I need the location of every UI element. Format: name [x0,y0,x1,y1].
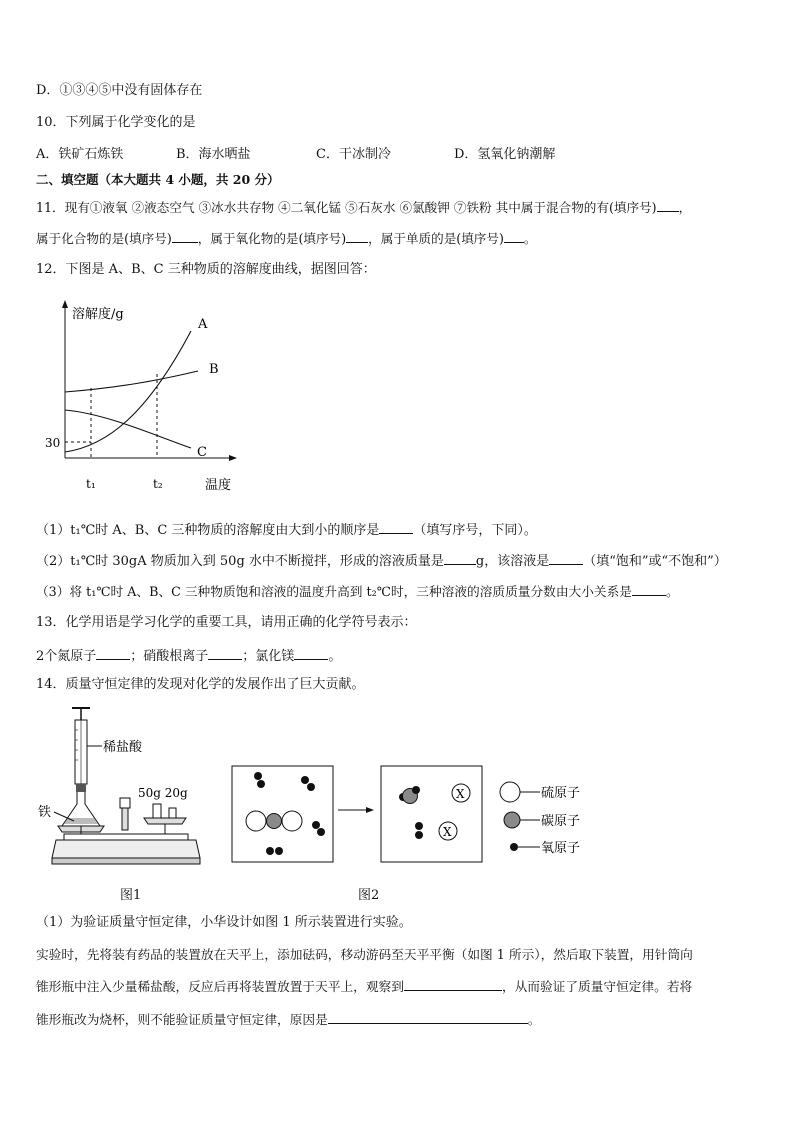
q12-sub1-text: （1）t₁℃时 A、B、C 三种物质的溶解度由大到小的顺序是 [36,523,380,538]
q14-blank-observe[interactable] [404,977,502,991]
weight-20g [169,808,176,818]
oxygen-atom [301,776,309,784]
oxygen-atom [312,821,320,829]
cross-mark: X [443,825,452,839]
x-tick-t1: t₁ [86,477,96,491]
acid-label: 稀盐酸 [103,740,143,755]
q11-line2 [36,229,536,248]
figure1-balance [36,700,206,870]
q12-blank-3[interactable] [632,582,666,596]
q11-oxide-label: ，属于氧化物的是(填序号) [197,231,347,246]
oxygen-atom [415,831,423,839]
balance-top [120,798,130,808]
x-tick-t2: t₂ [153,477,163,491]
figure2-reaction [228,764,608,866]
oxygen-atom [317,828,325,836]
oxygen-atom [254,772,262,780]
oxygen-atom [257,780,265,788]
q12-sub1-end: （填写序号，下同）。 [413,523,537,538]
q10-option-b: B．海水晒盐 [176,147,251,162]
oxygen-atom [275,847,283,855]
q12-sub3-text: （3）将 t₁℃时 A、B、C 三种物质饱和溶液的温度升高到 t₂℃时，三种溶液的溶质质量分数由大小关系是 [36,584,632,599]
q10-option-a: A．铁矿石炼铁 [36,147,124,162]
balance-beam-scale [64,834,188,840]
figure1-caption: 图1 [120,888,142,903]
q13-end: 。 [328,649,342,664]
q12-blank-2b[interactable] [549,551,583,565]
cross-mark: X [456,787,465,801]
q11-blank-oxide[interactable] [346,229,368,243]
right-pan [144,818,186,824]
q12-sub1 [36,520,537,540]
curve-label-a: A [198,317,208,332]
q12-sub2 [36,551,727,571]
legend-carbon-icon [504,812,520,828]
q10-option-d: D．氢氧化钠潮解 [454,147,556,162]
weights-label: 50g 20g [138,786,188,800]
curve-label-b: B [209,362,219,377]
q9-option-d: D．①③④⑤中没有固体存在 [36,83,203,98]
y-tick-30: 30 [45,436,61,450]
carbon-atom [267,814,282,829]
oxygen-atom [266,847,274,855]
balance-base [52,840,200,858]
sulfur-atom [282,811,302,831]
oxygen-atom [412,786,420,794]
section-title: 二、填空题（本大题共 4 小题，共 20 分） [36,172,280,187]
q13-stem: 13．化学用语是学习化学的重要工具，请用正确的化学符号表示： [36,615,417,630]
q11-blank-compound[interactable] [172,229,198,243]
q12-sub2-end: （填“饱和”或“不饱和”） [583,554,727,569]
q10-stem: 10．下列属于化学变化的是 [36,115,196,130]
legend-sulfur-label: 硫原子 [541,786,581,801]
q12-blank-2a[interactable] [444,551,476,565]
legend-oxygen-icon [510,843,518,851]
curve-label-c: C [197,445,207,460]
curve-a [65,331,191,452]
solubility-chart [36,296,256,496]
q14-para2-text: 锥形瓶中注入少量稀盐酸，反应后再将装置放置于天平上，观察到 [36,979,404,994]
q12-sub2-text: （2）t₁℃时 30gA 物质加入到 50g 水中不断搅拌，形成的溶液质量是 [36,554,444,569]
q14-stem: 14．质量守恒定律的发现对化学的发展作出了巨大贡献。 [36,677,365,692]
q12-blank-1[interactable] [379,520,413,534]
oxygen-atom [307,783,315,791]
q12-sub2-mid: g，该溶液是 [475,554,550,569]
q13-mgcl-label: ；氯化镁 [242,649,295,664]
q10-option-c: C．干冰制冷 [316,147,391,162]
q10-options [36,146,555,164]
reactant-box [232,766,333,862]
q13-nitrate-label: ；硝酸根离子 [130,649,209,664]
q14-para2-end: ，从而验证了质量守恒定律。若将 [501,979,693,994]
q11-line1-end: ， [678,200,692,215]
figure2-caption: 图2 [358,888,380,903]
q13-blank-nitrate[interactable] [208,646,242,660]
q11-blank-element[interactable] [504,229,524,243]
q11-compound-label: 属于化合物的是(填序号) [36,231,172,246]
q14-para3 [36,1010,541,1029]
balance-foot [52,858,200,864]
weight-50g [153,804,161,818]
y-axis-label: 溶解度/g [72,307,124,322]
q14-blank-reason[interactable] [328,1010,528,1024]
y-axis-arrow [62,300,68,308]
q12-sub3-end: 。 [665,584,679,599]
q11-line2-end: 。 [523,231,537,246]
q13-nitrogen-label: 2个氮原子 [36,649,97,664]
legend-carbon-label: 碳原子 [541,814,581,829]
q12-sub3 [36,582,679,601]
q14-para3-text: 锥形瓶改为烧杯，则不能验证质量守恒定律，原因是 [36,1012,328,1027]
reaction-arrowhead [366,807,374,813]
q13-blank-mgcl[interactable] [294,646,328,660]
x-axis-label: 温度 [205,478,232,493]
q12-stem: 12．下图是 A、B、C 三种物质的溶解度曲线，据图回答： [36,262,376,277]
curve-b [65,371,198,392]
q13-answers [36,646,341,666]
q11-element-label: ，属于单质的是(填序号) [368,231,504,246]
sulfur-atom [246,811,266,831]
q11-blank-mixture[interactable] [657,198,679,212]
stopper [76,784,86,792]
q14-para2 [36,977,692,996]
balance-pillar [122,808,128,830]
legend-oxygen-label: 氧原子 [541,841,581,856]
x-axis-arrow [229,455,237,461]
legend-sulfur-icon [500,782,520,802]
product-box [381,766,482,862]
q14-para1: 实验时，先将装有药品的装置放在天平上，添加砝码，移动游码至天平平衡（如图 1 所示），然后取下装置，用针筒向 [36,947,693,962]
q11-line1 [36,198,691,217]
q13-blank-nitrogen[interactable] [96,646,130,660]
oxygen-atom [415,822,423,830]
iron-label: 铁 [38,805,52,820]
q14-para3-end: 。 [527,1012,541,1027]
q14-sub1: （1）为验证质量守恒定律，小华设计如图 1 所示装置进行实验。 [36,915,412,930]
q11-line1-text: 11．现有①液氧 ②液态空气 ③冰水共存物 ④二氧化锰 ⑤石灰水 ⑥氯酸钾 ⑦铁粉 其中属于混合物的有(填序号) [36,200,657,215]
